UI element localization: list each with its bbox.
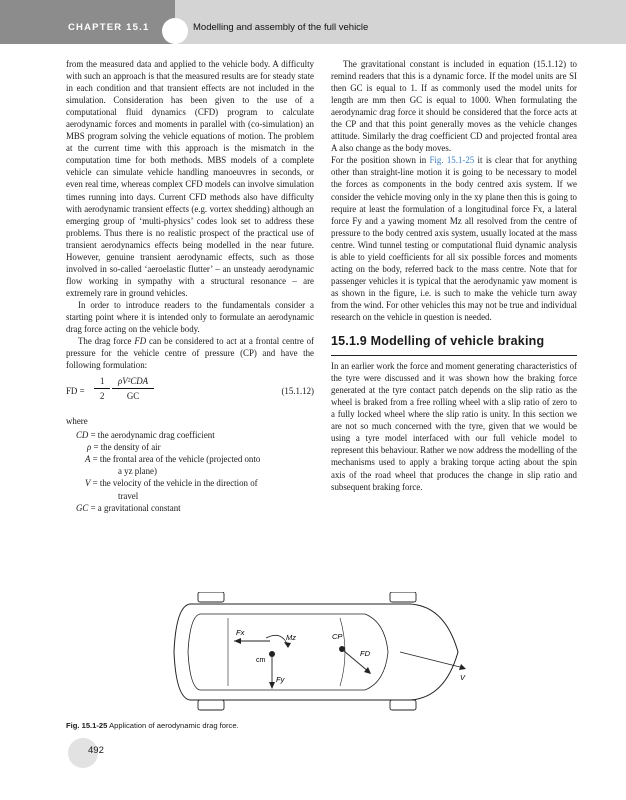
label-fd: FD xyxy=(360,649,370,658)
running-title: Modelling and assembly of the full vehicle xyxy=(193,22,369,33)
section-heading: 15.1.9 Modelling of vehicle braking xyxy=(331,335,577,356)
chapter-label: CHAPTER 15.1 xyxy=(68,22,150,33)
equation-number: (15.1.12) xyxy=(281,386,314,397)
drag-equation xyxy=(66,375,314,409)
right-paragraph-3: In an earlier work the force and moment generating characteristics of the tyre were discussed and it was shown how the braking force generated at the tyre contact patch depends on the slip ratio as the wheel is braked from a free rolling wheel with a slip ratio of zero to a fully locked wheel where the slip ratio is unity. In this section we are not so much concerned with the tyre, given that we would be using a tyre model interfaced with our full vehicle model to represent this behaviour. Rather we now address the modelling of the mechanisms used to apply a braking torque acting about the spin axis of the road wheel that produces the change in slip ratio and subsequent braking force. xyxy=(331,361,577,492)
caption-text: Application of aerodynamic drag force. xyxy=(109,721,239,730)
where-item: ρ = the density of air xyxy=(87,442,161,453)
wheel-rear-left xyxy=(198,592,224,602)
mass-centre-point xyxy=(269,651,275,657)
label-mz: Mz xyxy=(286,633,296,642)
label-cp: CP xyxy=(332,632,343,641)
label-v: V xyxy=(460,673,466,682)
header-circle-decoration xyxy=(162,18,188,44)
wheel-front-left xyxy=(390,592,416,602)
right-column xyxy=(331,58,577,493)
equation-denominator: GC xyxy=(126,391,140,402)
where-item: V = the velocity of the vehicle in the direction of xyxy=(85,478,258,489)
equation-fraction xyxy=(112,375,154,402)
label-fx: Fx xyxy=(236,628,245,637)
left-column xyxy=(66,58,314,514)
vehicle-diagram xyxy=(170,592,500,712)
where-list xyxy=(66,429,314,513)
page-number: 492 xyxy=(88,745,104,756)
drag-force-symbol: FD xyxy=(134,336,147,347)
figure-caption xyxy=(66,721,239,730)
where-item: GC = a gravitational constant xyxy=(76,502,181,513)
vehicle-drag-figure xyxy=(170,592,500,712)
caption-label: Fig. 15.1-25 xyxy=(66,721,108,730)
where-item-continuation: a yz plane) xyxy=(118,466,157,477)
wheel-rear-right xyxy=(198,700,224,710)
equation-coefficient: $\frac{1}{2}$ xyxy=(94,375,110,402)
label-cm: cm xyxy=(256,657,266,664)
left-paragraph-2: In order to introduce readers to the fundamentals consider a starting point where it is intended only to formulate an aerodynamic drag force acting on the vehicle body. xyxy=(66,299,314,335)
where-item-continuation: travel xyxy=(118,490,139,501)
vehicle-body-outline xyxy=(174,604,458,700)
where-item: A = the frontal area of the vehicle (projected onto xyxy=(85,454,261,465)
chapter-tab xyxy=(0,0,175,44)
where-label: where xyxy=(66,416,88,427)
figure-reference-link[interactable]: Fig. 15.1-25 xyxy=(429,155,475,166)
left-paragraph-3: The drag force FD can be considered to act at a frontal centre of pressure for the vehicle centre of pressure (CP) and have the following formulation: xyxy=(66,336,314,371)
equation-numerator: ρV²CDA xyxy=(112,375,154,389)
right-paragraph-1: The gravitational constant is included in equation (15.1.12) to remind readers that this is a dynamic force. If the model units are SI then GC is equal to 1. If as commonly used the model units for length are mm then GC is equal to 1000. When formulating the aerodynamic drag force it should be considered that the force acts at the CP and that this point generally moves as the vehicle changes attitude. Similarly the drag coefficient CD and projected frontal area A also change as the body moves. xyxy=(331,59,577,154)
label-fy: Fy xyxy=(276,675,285,684)
wheel-front-right xyxy=(390,700,416,710)
right-paragraph-2: For the position shown in Fig. 15.1-25 it is clear that for anything other than straight-line motion it is going to be necessary to model the forces as components in the body centred axis system. If we consider the vehicle moving only in the xy plane then this is going to require at least the formulation of a longitudinal force Fx, a lateral force Fy and a yawing moment Mz all resolved from the centre of pressure to the body centred axis system, usually located at the mass centre. Wind tunnel testing or computational fluid dynamic analysis is able to yield coefficients for all six possible forces and moments acting on the body, referred back to the mass centre. Note that for passenger vehicles it is typical that the aerodynamic yaw moment is as shown in the figure, i.e. is such to make the vehicle turn away from the wind. For other vehicles this may not be true and individual research on the vehicle in question is needed. xyxy=(331,155,577,322)
equation-lhs: FD = xyxy=(66,386,85,397)
where-item: CD = the aerodynamic drag coefficient xyxy=(76,430,215,441)
left-paragraph-1: from the measured data and applied to the vehicle body. A difficulty with such an approach is that the measured results are for steady state in each condition and that transient effects are not included in the simulation. Consideration has been given to the use of a computational fluid dynamics (CFD) program to calculate aerodynamic forces and moments in parallel with (co-simulation) an MBS program solving the vehicle equations of motion. The problem at the current time with this approach is the mismatch in the computation time for both methods. MBS models of a complete vehicle can simulate vehicle handling manoeuvres in seconds, or even real time, whereas complex CFD models can involve simulation times running into days. Current CFD methods also have difficulty with aerodynamic transient effects (e.g. vortex shedding) although an emerging group of ‘multi-physics’ codes look set to address these problems. Thus there is no realistic prospect of the practical use of transient aerodynamics effects being modelled in the near future. However, genuine transient aerodynamic effects, such as those involved in so-called ‘aeroelastic flutter’ – an unsteady aerodynamic flow working in sympathy with a structural resonance – are extremely rare in ground vehicles. xyxy=(66,59,314,298)
